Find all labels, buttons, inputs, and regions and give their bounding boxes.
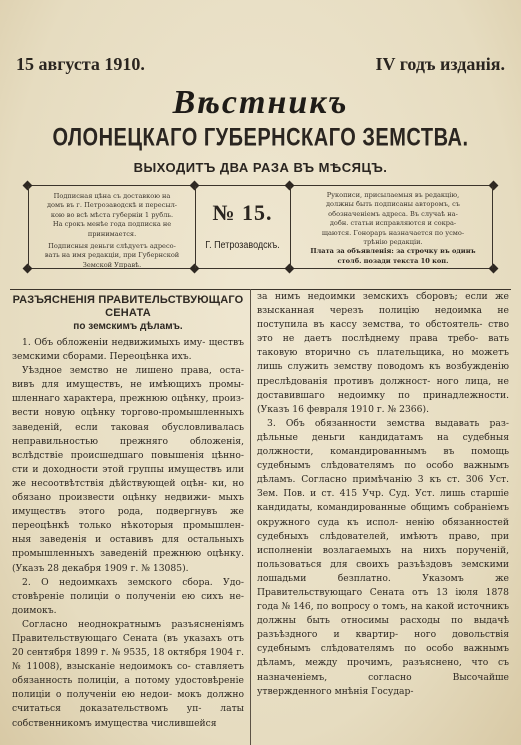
masthead-title: Вѣстникъ: [172, 84, 349, 121]
article-paragraph: 1. Объ обложеніи недвижимыхъ иму- ществъ земскими сборами. Переоцѣнка ихъ.: [12, 337, 244, 363]
header-line: [16, 54, 505, 80]
info-line: обозначеніемъ адреса. Въ случаѣ на-: [328, 209, 458, 218]
publication-frequency: ВЫХОДИТЪ ДВА РАЗА ВЪ МѢСЯЦЪ.: [133, 160, 388, 175]
issue-date: 15 августа 1910.: [16, 54, 145, 74]
issue-number: № 15.: [212, 200, 273, 225]
article-paragraph: Согласно неоднократнымъ разъясненіямъ Правительствующаго Сената (въ указахъ отъ 20 сентября 1899 г. № 9535, 18 октября 1904 г. № 11008), взысканіе недоимокъ со- ставляетъ обязанность полиціи, а потому удостовѣреніе полиціи о полученіи ею недои- мокъ должно считаться доказательствомъ уп- латы собственникомъ имущества числившейся: [12, 618, 244, 729]
info-line: добн. статьи исправляются и сокра-: [329, 219, 457, 228]
article-paragraph: за нимъ недоимки земскихъ сборовъ; если же взысканная черезъ полицію недоимка не поступила въ кассу земства, то обстоятель- ство это не даетъ послѣднему права требо- вать таковую вторично съ плательщика, но можетъ лишь служить земству поводомъ къ возбужденію преслѣдованія противъ должност- ного лица, не доставившаго недоимку по принадлежности. (Указъ 16 февраля 1910 г. № 2366).: [257, 291, 509, 415]
publication-city: Г. Петрозаводскъ.: [205, 240, 280, 251]
masthead-subtitle: ОЛОНЕЦКАГО ГУБЕРНСКАГО ЗЕМСТВА.: [52, 124, 469, 152]
publication-year: IV годъ изданія.: [375, 54, 505, 74]
subscription-terms: [36, 192, 188, 270]
info-line: На срокъ менѣе года подписка не: [52, 220, 172, 229]
info-line: Рукописи, присылаемыя въ редакцію,: [326, 191, 460, 199]
subscription-info-box: [28, 185, 493, 269]
article-paragraph: 3. Объ обязанности земства выдавать раз- дѣльные деньги кандидатамъ на судебныя должности, командированнымъ въ помощь судебнымъ слѣдователямъ по особо важнымъ дѣламъ. Согласно примѣчанію 3 къ ст. 306 Уст. Зем. Пов. и ст. 415 Учр. Суд. Уст. лишь старшіе кандидаты, командированные общимъ собраніемъ окружного суда къ испол- ненію обязанностей судебныхъ слѣдователей, имѣютъ право, при исполненіи возлагаемыхъ на нихъ порученій, пользоваться для своихъ разъѣздовъ земскими лошадьми безплатно. Указомъ же Правительствующаго Сената отъ 13 іюля 1878 года № 146, по вопросу о томъ, на какой источникъ должны быть относимы расходы по выдачѣ разъѣздного и квартир- ного довольствія судебнымъ слѣдователямъ по особо важнымъ дѣламъ, между прочимъ, разъяснено, что съ назначеніемъ, согласно Высочайше утвержденного мнѣнія Государ-: [257, 417, 509, 697]
info-line: Подписныя деньги слѣдуетъ адресо-: [48, 242, 176, 251]
editorial-terms: [298, 191, 488, 266]
advertising-rate: Плата за объявленія: за строчку въ одинъ столб. позади текста 10 коп.: [310, 247, 476, 265]
article-paragraph: 2. О недоимкахъ земского сбора. Удо- стовѣреніе полиціи о полученіи ею сихъ не- доимокъ.: [12, 576, 244, 616]
info-line: вать на имя редакціи, при Губернской: [44, 251, 180, 260]
article-heading: РАЗЪЯСНЕНІЯ ПРАВИТЕЛЬСТВУЮЩАГО СЕНАТА: [12, 294, 244, 319]
box-divider: [492, 186, 493, 268]
box-divider: [28, 186, 29, 268]
info-line: Подписная цѣна съ доставкою на: [53, 192, 171, 200]
article-column-right: [257, 290, 509, 699]
corner-ornament: [489, 181, 499, 191]
info-line: должны быть подписаны авторомъ, съ: [325, 200, 460, 209]
info-line: щаются. Гонораръ назначается по усмо-: [321, 228, 465, 237]
box-divider: [290, 186, 291, 268]
info-line: Земской Управѣ.: [82, 260, 142, 269]
column-separator: [250, 289, 251, 745]
corner-ornament: [489, 264, 499, 274]
box-divider: [195, 186, 196, 268]
article-column-left: [12, 294, 244, 731]
info-line: трѣнію редакціи.: [363, 238, 423, 247]
info-line: кою во всѣ мѣста губерніи 1 рубль.: [50, 210, 174, 219]
article-paragraph: Уѣздное земство не лишено права, оста- вивъ для имуществъ, не имѣющихъ промы- шленнаго характера, прежнюю оцѣнку, произ- вести новую оцѣнку торгово-промышленныхъ заведеній, если таковая обусловливалась неправильностью прежняго обложенія, вслѣдствіе происшедшаго повышенія цѣнно- сти и доходности этой группы имуществъ или же несоотвѣтствія дѣйствующей оцѣн- ки, но обязано произвести оцѣнку недвижи- мыхъ имуществъ этого рода, подвергнувъ же переоцѣнкѣ только нѣкоторыя промышлен- ныя заведенія и оставивъ для остальныхъ промышленныхъ заведеній прежнюю оцѣнку. (Указъ 28 декабря 1909 г. № 13085).: [12, 365, 244, 574]
info-line: принимается.: [87, 229, 137, 238]
article-subheading: по земскимъ дѣламъ.: [73, 321, 183, 332]
info-line: домъ въ г. Петрозаводскѣ и пересыл-: [46, 201, 177, 210]
